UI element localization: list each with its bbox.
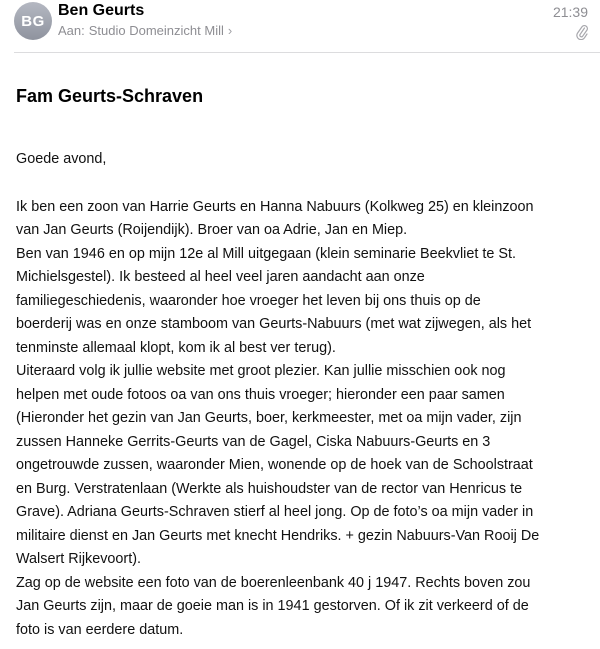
sender-avatar[interactable]: BG [14, 2, 52, 40]
body-line: Zag op de website een foto van de boerenleenbank 40 j 1947. Rechts boven zou [16, 574, 531, 591]
body-line: Jan Geurts zijn, maar de goeie man is in 1941 gestorven. Of ik zit verkeerd of de [16, 598, 529, 614]
chevron-right-icon[interactable]: › [227, 23, 233, 38]
body-line: militaire dienst en Jan Geurts met knecht Hendriks. + gezin Nabuurs-Van Rooij De [16, 527, 540, 544]
body-line: helpen met oude fotoos oa van ons thuis vroeger; hieronder een paar samen [16, 386, 505, 403]
body-line: Ik ben een zoon van Harrie Geurts en Hanna Nabuurs (Kolkweg 25) en kleinzoon [16, 198, 534, 215]
email-subject: Fam Geurts-Schraven [16, 86, 204, 106]
body-line: en Burg. Verstratenlaan (Werkte als huishoudster van de rector van Henricus te [16, 480, 523, 497]
body-line: foto is van eerdere datum. [16, 621, 184, 638]
body-line: Walsert Rijkevoort). [16, 551, 142, 567]
body-line: Uiteraard volg ik jullie website met groot plezier. Kan jullie misschien ook nog [16, 363, 506, 379]
body-line: Grave). Adriana Geurts-Schraven stierf al heel jong. Op de foto’s oa mijn vader in [16, 504, 534, 520]
body-line: (Hieronder het gezin van Jan Geurts, boer, kerkmeester, met oa mijn vader, zijn [16, 410, 522, 426]
message-header [0, 0, 600, 52]
body-line: boerderij was en onze stamboom van Geurts-Nabuurs (met wat zijwegen, als het [16, 316, 532, 332]
message-time: 21:39 [552, 4, 588, 20]
header-divider [14, 52, 600, 53]
body-paragraph [16, 196, 591, 643]
body-line: van Jan Geurts (Roijendijk). Broer van oa Adrie, Jan en Miep. [16, 222, 408, 238]
body-line: Ben van 1946 en op mijn 12e al Mill uitgegaan (klein seminarie Beekvliet te St. [16, 245, 516, 262]
body-line: familiegeschiedenis, waaronder hoe vroeger het leven bij ons thuis op de [16, 292, 481, 309]
body-line: tenminste allemaal klopt, kom ik al best ver terug). [16, 339, 336, 356]
paperclip-icon [576, 24, 588, 40]
to-label: Aan: [58, 23, 85, 38]
body-line: ongetrouwde zussen, waaronder Mien, wonende op de hoek van de Schoolstraat [16, 457, 533, 473]
sender-name[interactable]: Ben Geurts [58, 2, 145, 19]
recipient-line[interactable] [58, 23, 232, 38]
greeting-text: Goede avond, [16, 151, 107, 167]
email-body [16, 148, 591, 642]
body-line: zussen Hanneke Gerrits-Geurts van de Gagel, Ciska Nabuurs-Geurts en 3 [16, 433, 491, 450]
recipient-name[interactable]: Studio Domeinzicht Mill [88, 23, 224, 38]
body-line: Michielsgestel). Ik besteed al heel veel jaren aandacht aan onze [16, 269, 425, 285]
